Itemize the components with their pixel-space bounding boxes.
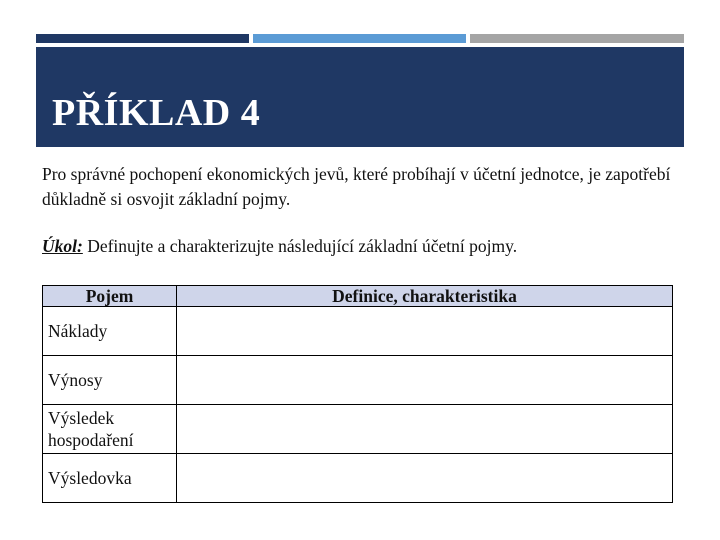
definition-cell[interactable]	[177, 356, 673, 405]
concepts-table	[42, 285, 673, 503]
term-cell: Náklady	[43, 307, 177, 356]
accent-bar-gray	[470, 34, 684, 43]
term-cell: Výnosy	[43, 356, 177, 405]
term-cell: Výsledovka	[43, 454, 177, 503]
table-row	[43, 454, 673, 503]
table-header-row	[43, 286, 673, 307]
accent-bar-light-blue	[253, 34, 466, 43]
term-cell: Výsledek hospodaření	[43, 405, 177, 454]
slide-title: PŘÍKLAD 4	[52, 92, 261, 134]
task-instruction	[42, 234, 682, 259]
definition-cell[interactable]	[177, 454, 673, 503]
table-row	[43, 405, 673, 454]
title-banner	[36, 47, 684, 147]
definition-cell[interactable]	[177, 307, 673, 356]
task-label: Úkol:	[42, 236, 83, 256]
accent-bar-dark-blue	[36, 34, 249, 43]
intro-paragraph: Pro správné pochopení ekonomických jevů, které probíhají v účetní jednotce, je zapotřebí důkladně si osvojit základní pojmy.	[42, 164, 671, 209]
header-definition: Definice, charakteristika	[177, 286, 673, 307]
task-text: Definujte a charakterizujte následující základní účetní pojmy.	[82, 236, 518, 256]
table-row	[43, 356, 673, 405]
header-term: Pojem	[43, 286, 177, 307]
definition-cell[interactable]	[177, 405, 673, 454]
table-row	[43, 307, 673, 356]
